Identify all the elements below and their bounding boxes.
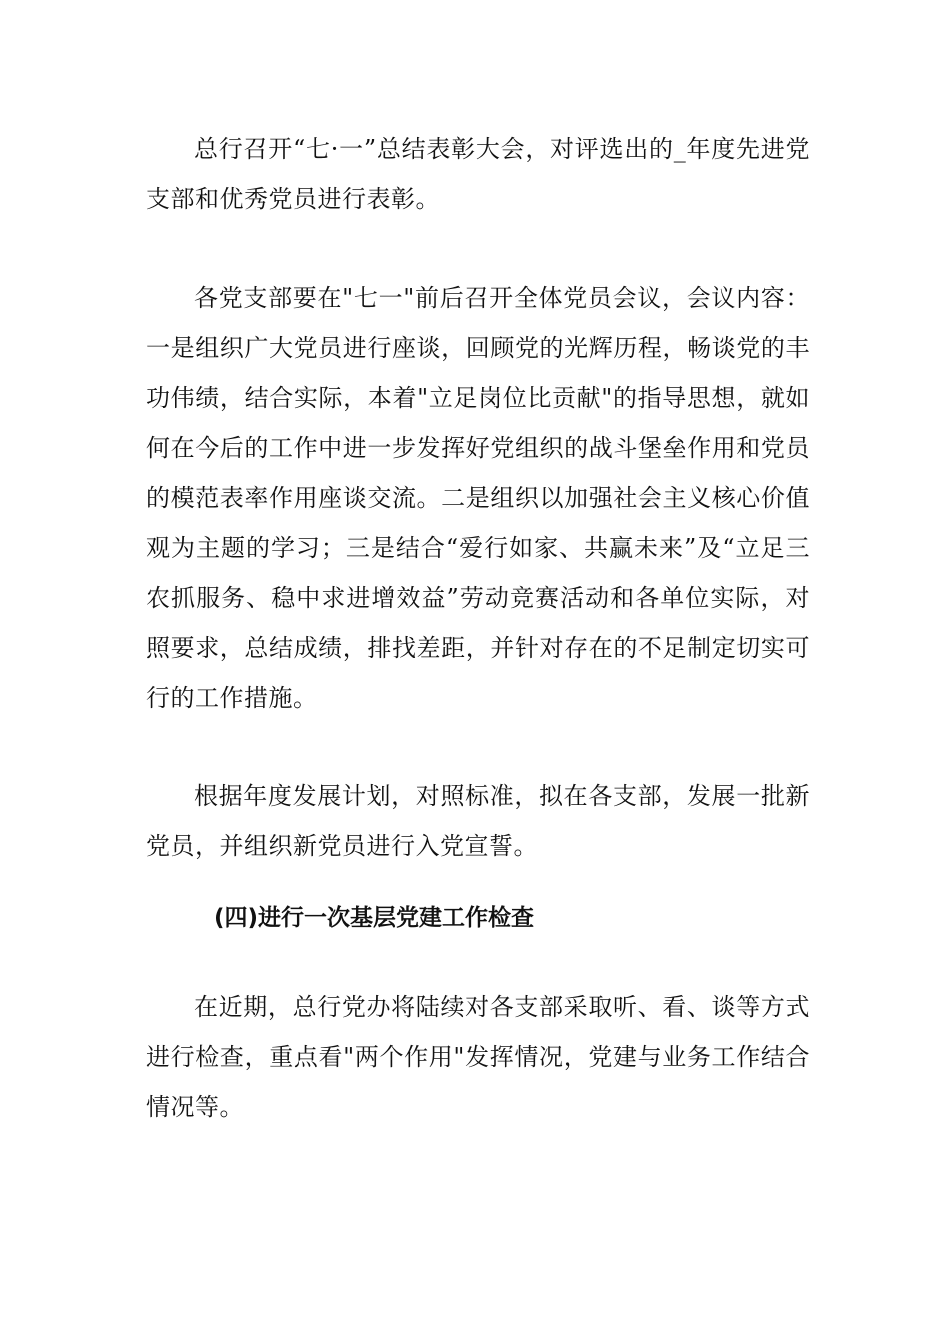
paragraph-inspection: 在近期，总行党办将陆续对各支部采取听、看、谈等方式进行检查，重点看"两个作用"发挥情况，党建与业务工作结合情况等。 [146, 993, 810, 1121]
paragraph-branch-meetings: 各党支部要在"七一"前后召开全体党员会议，会议内容：一是组织广大党员进行座谈，回顾党的光辉历程，畅谈党的丰功伟绩，结合实际，本着"立足岗位比贡献"的指导思想，就如何在今后的工作中进一步发挥好党组织的战斗堡垒作用和党员的模范表率作用座谈交流。二是组织以加强社会主义核心价值观为主题的学习；三是结合“爱行如家、共赢未来”及“立足三农抓服务、稳中求进增效益”劳动竞赛活动和各单位实际，对照要求，总结成绩，排找差距，并针对存在的不足制定切实可行的工作措施。 [146, 284, 810, 712]
paragraph-new-members: 根据年度发展计划，对照标准，拟在各支部，发展一批新党员，并组织新党员进行入党宣誓。 [146, 782, 810, 860]
paragraph-commendation-meeting: 总行召开“七·一”总结表彰大会，对评选出的_年度先进党支部和优秀党员进行表彰。 [146, 135, 810, 213]
section-heading: (四)进行一次基层党建工作检查 [214, 905, 535, 931]
